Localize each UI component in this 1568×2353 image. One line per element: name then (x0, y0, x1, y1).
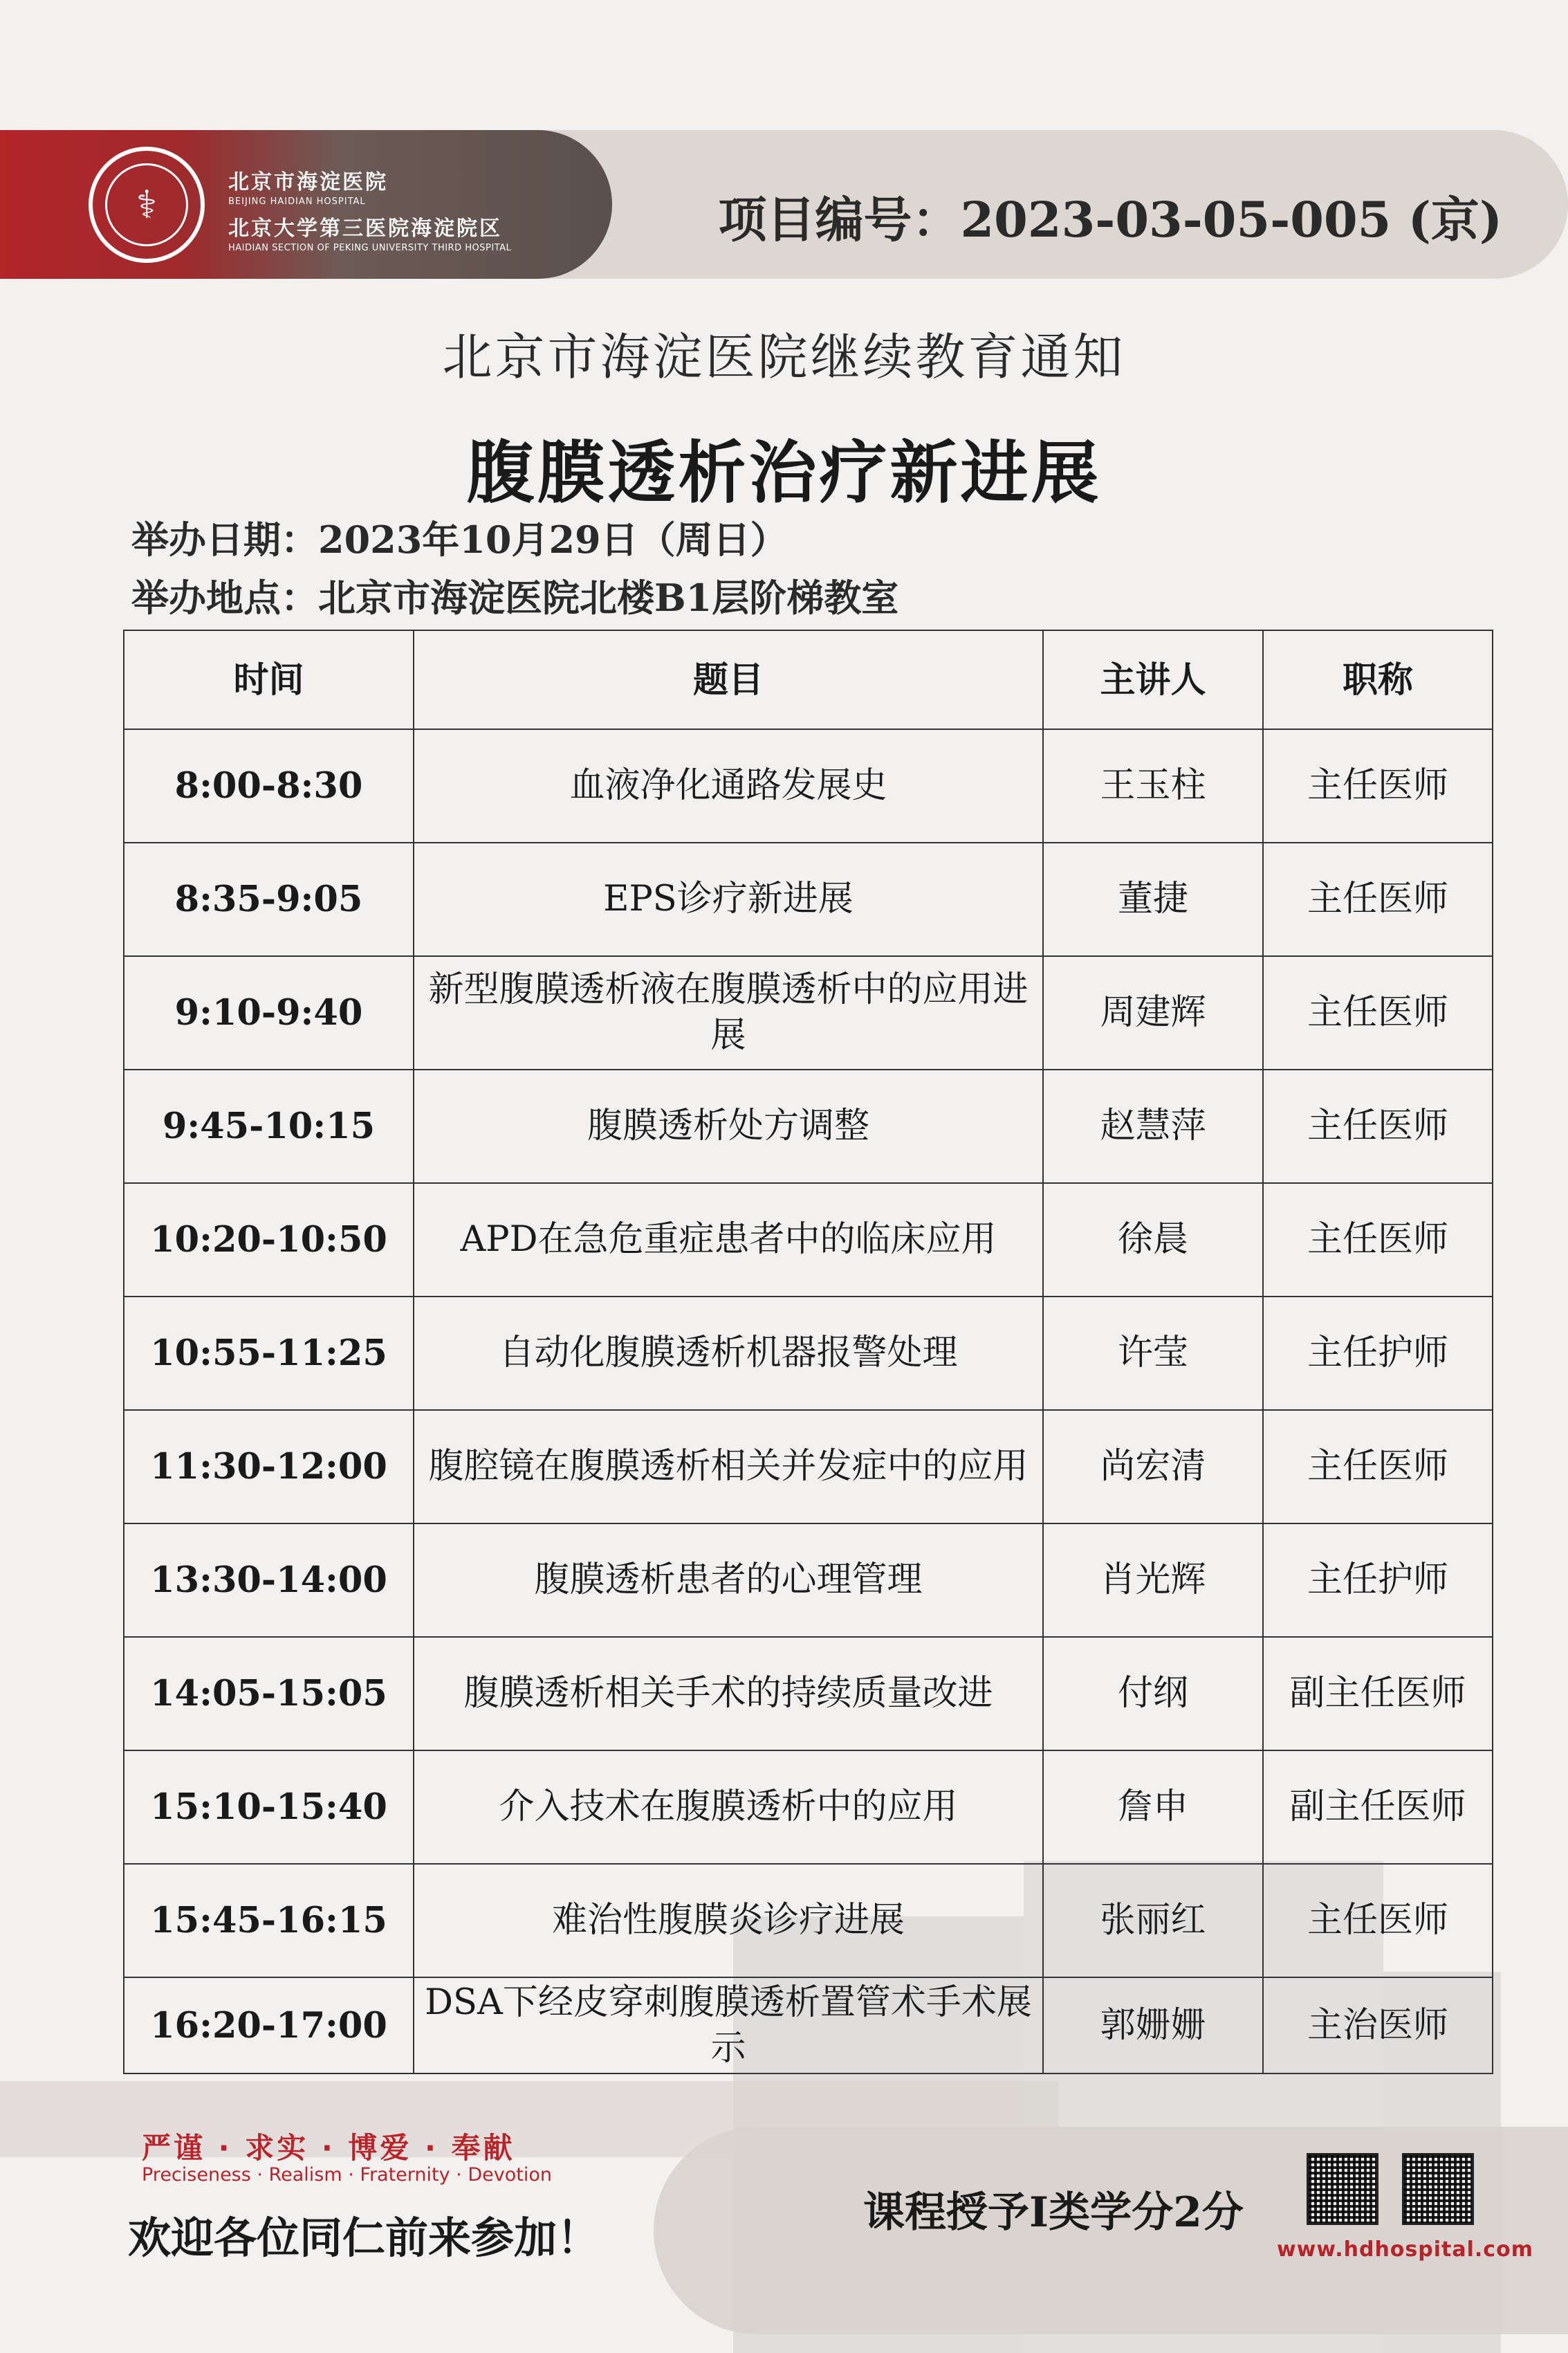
date-label: 举办日期： (131, 518, 318, 562)
table-row (124, 1070, 1493, 1183)
table-row (124, 1297, 1493, 1410)
welcome-text: 欢迎各位同仁前来参加！ (128, 2213, 600, 2263)
event-date (131, 511, 788, 564)
qr-code-icon (1307, 2153, 1378, 2225)
title-cell: 主任医师 (1263, 1183, 1493, 1297)
schedule-table (123, 630, 1493, 2074)
topic-cell: DSA下经皮穿刺腹膜透析置管术手术展示 (414, 1977, 1043, 2073)
speaker-cell: 赵慧萍 (1043, 1070, 1263, 1183)
table-row (124, 1523, 1493, 1637)
motto-en: Preciseness · Realism · Fraternity · Devotion (142, 2164, 552, 2186)
speaker-cell: 周建辉 (1043, 956, 1263, 1070)
time-cell: 11:30-12:00 (124, 1410, 414, 1523)
column-header-speaker: 主讲人 (1043, 630, 1263, 729)
table-header-row (124, 630, 1493, 729)
time-cell: 9:10-9:40 (124, 956, 414, 1070)
speaker-cell: 詹申 (1043, 1750, 1263, 1864)
table-row (124, 729, 1493, 843)
speaker-cell: 董捷 (1043, 843, 1263, 956)
title-cell: 主任护师 (1263, 1523, 1493, 1637)
hospital-names (228, 165, 511, 253)
topic-cell: APD在急危重症患者中的临床应用 (414, 1183, 1043, 1297)
column-header-title: 职称 (1263, 630, 1493, 729)
speaker-cell: 徐晨 (1043, 1183, 1263, 1297)
title-cell: 主任医师 (1263, 1410, 1493, 1523)
hospital-seal-icon: ⚕ (89, 147, 205, 263)
website-url: www.hdhospital.com (1277, 2237, 1533, 2262)
hospital-section-en: HAIDIAN SECTION OF PEKING UNIVERSITY THIRD HOSPITAL (228, 243, 512, 253)
hospital-name-en: BEIJING HAIDIAN HOSPITAL (228, 196, 366, 207)
notice-title: 腹膜透析治疗新进展 (466, 433, 1102, 513)
speaker-cell: 付纲 (1043, 1637, 1263, 1750)
title-cell: 主任医师 (1263, 729, 1493, 843)
date-value: 2023年10月29日（周日） (318, 518, 788, 562)
topic-cell: 腹膜透析患者的心理管理 (414, 1523, 1043, 1637)
table-row (124, 1977, 1493, 2073)
table-row (124, 843, 1493, 956)
table-row (124, 1750, 1493, 1864)
title-cell: 主任护师 (1263, 1297, 1493, 1410)
credit-text: 课程授予I类学分2分 (863, 2188, 1244, 2237)
speaker-cell: 王玉柱 (1043, 729, 1263, 843)
event-location (131, 569, 898, 622)
time-cell: 15:10-15:40 (124, 1750, 414, 1864)
column-header-topic: 题目 (414, 630, 1043, 729)
topic-cell: 腹膜透析处方调整 (414, 1070, 1043, 1183)
speaker-cell: 郭姗姗 (1043, 1977, 1263, 2073)
title-cell: 副主任医师 (1263, 1637, 1493, 1750)
qr-code-icon (1402, 2153, 1474, 2225)
speaker-cell: 许莹 (1043, 1297, 1263, 1410)
table-row (124, 1864, 1493, 1977)
motto-cn: 严谨 · 求实 · 博爱 · 奉献 (142, 2131, 515, 2165)
time-cell: 10:55-11:25 (124, 1297, 414, 1410)
table-row (124, 956, 1493, 1070)
topic-cell: 腹腔镜在腹膜透析相关并发症中的应用 (414, 1410, 1043, 1523)
topic-cell: 难治性腹膜炎诊疗进展 (414, 1864, 1043, 1977)
column-header-time: 时间 (124, 630, 414, 729)
title-cell: 副主任医师 (1263, 1750, 1493, 1864)
topic-cell: 血液净化通路发展史 (414, 729, 1043, 843)
time-cell: 15:45-16:15 (124, 1864, 414, 1977)
speaker-cell: 肖光辉 (1043, 1523, 1263, 1637)
speaker-cell: 张丽红 (1043, 1864, 1263, 1977)
topic-cell: 自动化腹膜透析机器报警处理 (414, 1297, 1043, 1410)
title-cell: 主治医师 (1263, 1977, 1493, 2073)
project-number: 项目编号：2023-03-05-005 (京) (718, 191, 1502, 248)
table-row (124, 1637, 1493, 1750)
location-label: 举办地点： (131, 576, 318, 620)
table-row (124, 1183, 1493, 1297)
topic-cell: 新型腹膜透析液在腹膜透析中的应用进展 (414, 956, 1043, 1070)
speaker-cell: 尚宏清 (1043, 1410, 1263, 1523)
topic-cell: EPS诊疗新进展 (414, 843, 1043, 956)
title-cell: 主任医师 (1263, 1864, 1493, 1977)
topic-cell: 介入技术在腹膜透析中的应用 (414, 1750, 1043, 1864)
hospital-section-cn: 北京大学第三医院海淀院区 (228, 217, 502, 241)
time-cell: 14:05-15:05 (124, 1637, 414, 1750)
notice-subtitle: 北京市海淀医院继续教育通知 (442, 328, 1126, 386)
title-cell: 主任医师 (1263, 1070, 1493, 1183)
location-value: 北京市海淀医院北楼B1层阶梯教室 (318, 576, 899, 620)
time-cell: 8:35-9:05 (124, 843, 414, 956)
time-cell: 10:20-10:50 (124, 1183, 414, 1297)
title-cell: 主任医师 (1263, 956, 1493, 1070)
time-cell: 16:20-17:00 (124, 1977, 414, 2073)
time-cell: 9:45-10:15 (124, 1070, 414, 1183)
topic-cell: 腹膜透析相关手术的持续质量改进 (414, 1637, 1043, 1750)
table-row (124, 1410, 1493, 1523)
hospital-name-cn: 北京市海淀医院 (228, 170, 388, 194)
time-cell: 8:00-8:30 (124, 729, 414, 843)
time-cell: 13:30-14:00 (124, 1523, 414, 1637)
title-cell: 主任医师 (1263, 843, 1493, 956)
